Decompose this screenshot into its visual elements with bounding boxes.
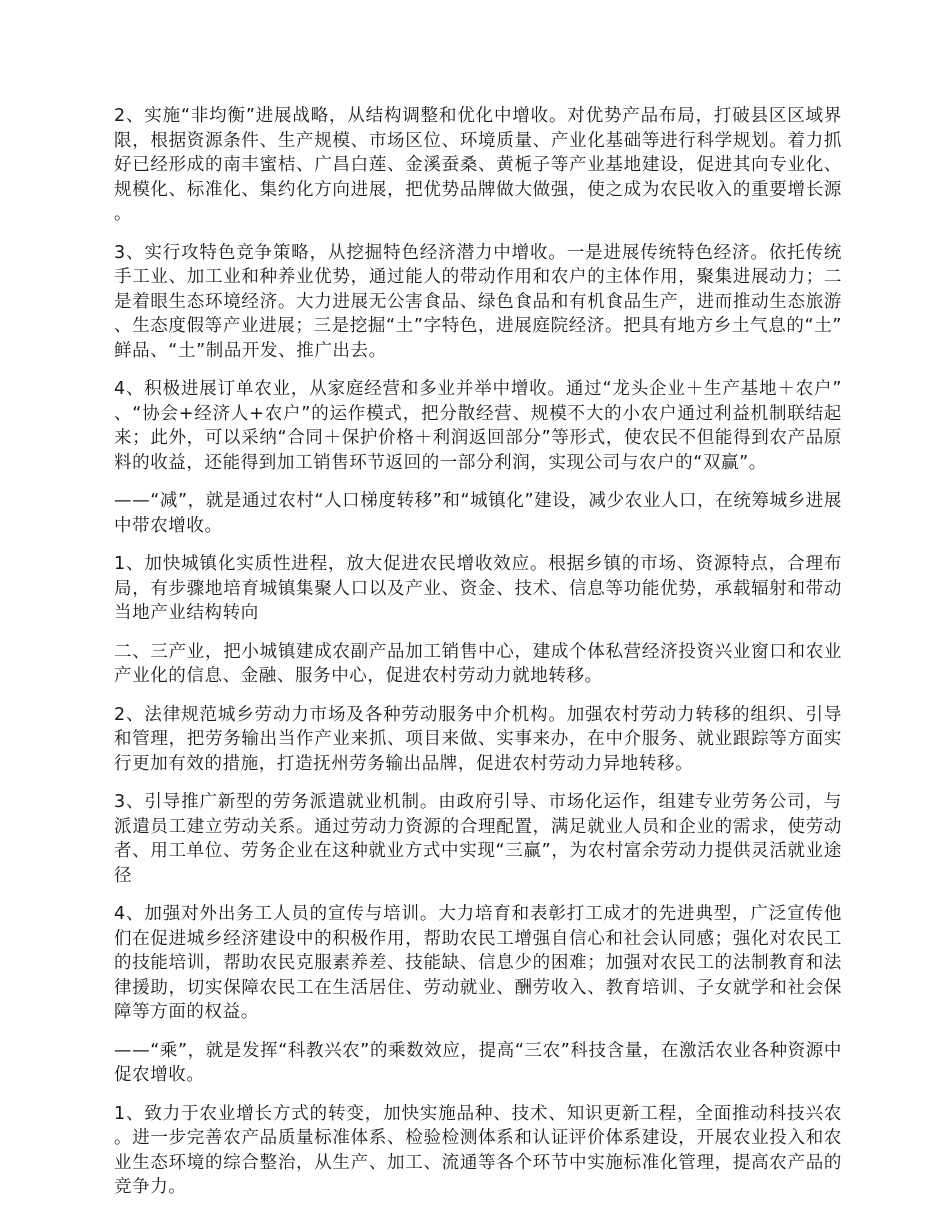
paragraph-growth-mode: 1、致力于农业增长方式的转变，加快实施品种、技术、知识更新工程，全面推动科技兴农。进一步完善农产品质量标准体系、检验检测体系和认证评价体系建设，开展农业投入和农业生态环境的综合整治，从生产、加工、流通等各个环节中实施标准化管理，提高农产品的竞争力。 (114, 1103, 842, 1197)
document-body (114, 104, 842, 1214)
paragraph-labor-market: 2、法律规范城乡劳动力市场及各种劳动服务中介机构。加强农村劳动力转移的组织、引导和管理，把劳务输出当作产业来抓、项目来做、实事来办，在中介服务、就业跟踪等方面实行更加有效的措施，打造抚州劳务输出品牌，促进农村劳动力异地转移。 (114, 704, 842, 774)
paragraph-multiply-intro: ——“乘”，就是发挥“科教兴农”的乘数效应，提高“三农”科技含量，在激活农业各种资源中促农增收。 (114, 1040, 842, 1085)
paragraph-strategy-non-equilibrium: 2、实施“非均衡”进展战略，从结构调整和优化中增收。对优势产品布局，打破县区区域界限，根据资源条件、生产规模、市场区位、环境质量、产业化基础等进行科学规划。着力抓好已经形成的南丰蜜桔、广昌白莲、金溪蚕桑、黄栀子等产业基地建设，促进其向专业化、规模化、标准化、集约化方向进展，把优势品牌做大做强，使之成为农民收入的重要增长源。 (114, 106, 842, 224)
paragraph-characteristic-economy: 3、实行攻特色竞争策略，从挖掘特色经济潜力中增收。一是进展传统特色经济。依托传统手工业、加工业和种养业优势，通过能人的带动作用和农户的主体作用，聚集进展动力；二是着眼生态环境经济。大力进展无公害食品、绿色食品和有机食品生产，进而推动生态旅游、生态度假等产业进展；三是挖掘“土”字特色，进展庭院经济。把具有地方乡土气息的“土”鲜品、“土”制品开发、推广出去。 (114, 242, 842, 361)
paragraph-secondary-tertiary-industry: 二、三产业，把小城镇建成农副产品加工销售中心，建成个体私营经济投资兴业窗口和农业产业化的信息、金融、服务中心，促进农村劳动力就地转移。 (114, 641, 842, 686)
paragraph-labor-dispatch: 3、引导推广新型的劳务派遣就业机制。由政府引导、市场化运作，组建专业劳务公司，与派遣员工建立劳动关系。通过劳动力资源的合理配置，满足就业人员和企业的需求，使劳动者、用工单位、劳务企业在这种就业方式中实现“三赢”，为农村富余劳动力提供灵活就业途径 (114, 792, 842, 886)
paragraph-migrant-worker-training: 4、加强对外出务工人员的宣传与培训。大力培育和表彰打工成才的先进典型，广泛宣传他们在促进城乡经济建设中的积极作用，帮助农民工增强自信心和社会认同感；强化对农民工的技能培训，帮助农民克服素养差、技能缺、信息少的困难；加强对农民工的法制教育和法律援助，切实保障农民工在生活居住、劳动就业、酬劳收入、教育培训、子女就学和社会保障等方面的权益。 (114, 904, 842, 1022)
paragraph-urbanization: 1、加快城镇化实质性进程，放大促进农民增收效应。根据乡镇的市场、资源特点，合理布局，有步骤地培育城镇集聚人口以及产业、资金、技术、信息等功能优势，承载辐射和带动当地产业结构转向 (114, 554, 842, 623)
paragraph-order-agriculture: 4、积极进展订单农业，从家庭经营和多业并举中增收。通过“龙头企业＋生产基地＋农户”、“协会+经济人+农户”的运作模式，把分散经营、规模不大的小农户通过利益机制联结起来；此外，可以采纳“合同＋保护价格＋利润返回部分”等形式，使农民不但能得到农产品原料的收益，还能得到加工销售环节返回的一部分利润，实现公司与农户的“双赢”。 (114, 379, 842, 473)
paragraph-subtract-intro: ——“减”，就是通过农村“人口梯度转移”和“城镇化”建设，减少农业人口，在统筹城乡进展中带农增收。 (114, 491, 842, 536)
